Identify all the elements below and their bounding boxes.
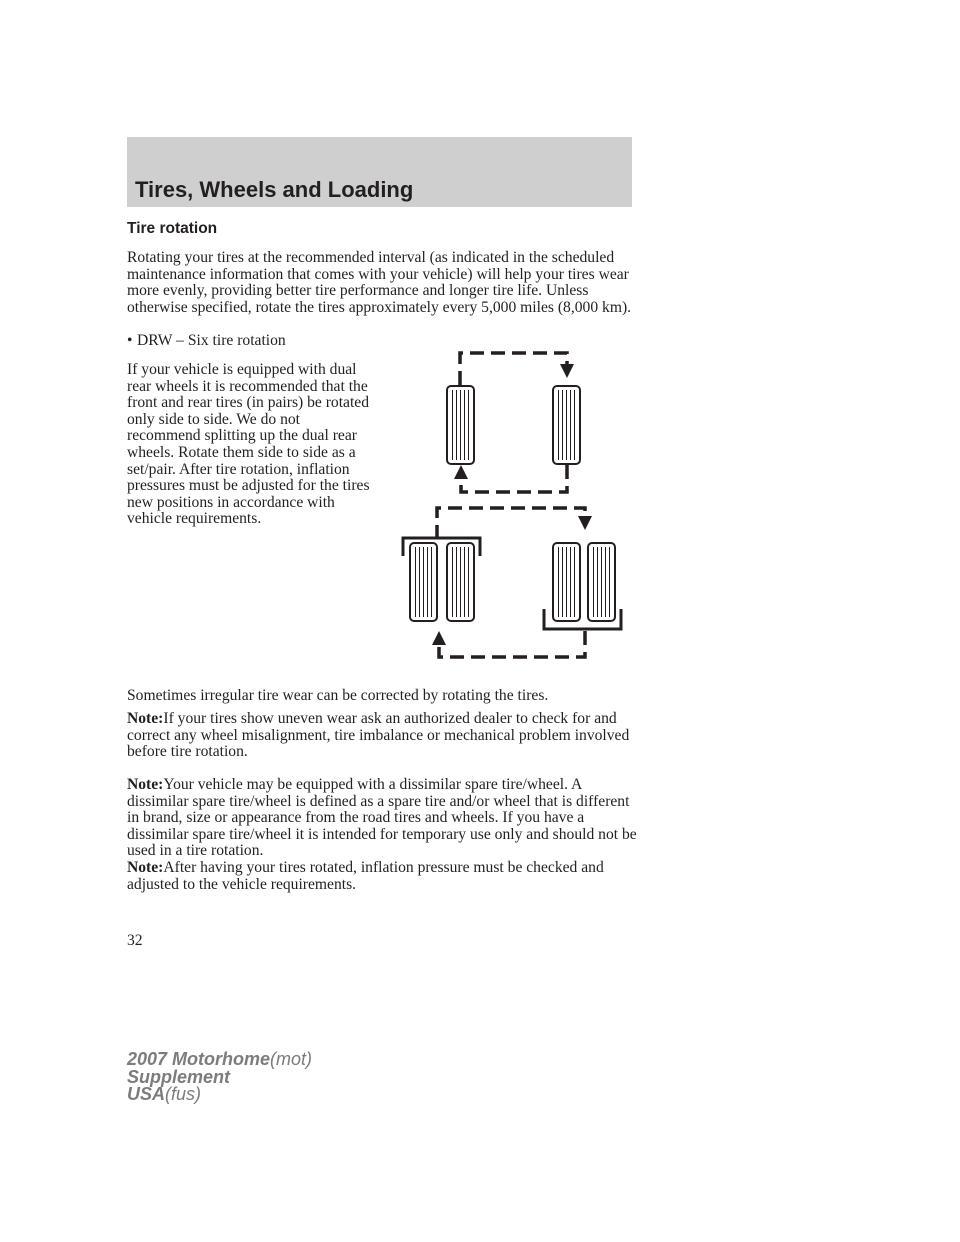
note-label: Note: bbox=[127, 859, 164, 876]
rear-right-inner-tire bbox=[553, 543, 580, 621]
bullet-item bbox=[127, 333, 286, 350]
section-title: Tire rotation bbox=[127, 220, 218, 237]
page-header-title: Tires, Wheels and Loading bbox=[135, 177, 414, 202]
rear-right-outer-tire bbox=[588, 543, 615, 621]
sometimes-paragraph: Sometimes irregular tire wear can be corrected by rotating the tires. bbox=[127, 687, 549, 704]
note-text: Your vehicle may be equipped with a dissimilar spare tire/wheel. A dissimilar spare tire/wheel is defined as a spare tire and/or wheel that is different in brand, size or appearance from the road tires and wheels. If you have a dissimilar spare tire/wheel it is intended for temporary use only and should not be used in a tire rotation. bbox=[127, 776, 637, 860]
note-dissimilar-spare bbox=[127, 777, 637, 860]
note-alignment bbox=[127, 711, 637, 761]
page-number: 32 bbox=[127, 932, 143, 949]
dual-rear-paragraph: If your vehicle is equipped with dual rear wheels it is recommended that the front and rear tires (in pairs) be rotated only side to side. We do not recommend splitting up the dual rear wheels. Rotate them side to side as a set/pair. After tire rotation, inflation pressures must be adjusted for the tires new positions in accordance with vehicle requirements. bbox=[127, 361, 370, 528]
note-inflation bbox=[127, 860, 637, 893]
note-label: Note: bbox=[127, 776, 164, 793]
footer-model-code: (mot) bbox=[270, 1049, 313, 1069]
footer-line-market bbox=[127, 1086, 312, 1104]
rear-left-inner-tire bbox=[447, 543, 474, 621]
note-text: If your tires show uneven wear ask an authorized dealer to check for and correct any wheel misalignment, tire imbalance or mechanical problem involved before tire rotation. bbox=[127, 710, 630, 761]
footer-model: 2007 Motorhome bbox=[127, 1049, 271, 1069]
note-text: After having your tires rotated, inflation pressure must be checked and adjusted to the vehicle requirements. bbox=[127, 859, 604, 893]
bullet-symbol: • bbox=[127, 332, 133, 349]
rear-left-outer-tire bbox=[410, 543, 437, 621]
footer-market: USA bbox=[127, 1084, 166, 1104]
front-right-tire bbox=[553, 386, 580, 464]
document-footer bbox=[127, 1051, 312, 1104]
bullet-text: DRW – Six tire rotation bbox=[137, 332, 286, 349]
footer-market-code: (fus) bbox=[165, 1084, 202, 1104]
intro-paragraph: Rotating your tires at the recommended interval (as indicated in the scheduled maintenance information that comes with your vehicle) will help your tires wear more evenly, providing better tire performance and longer tire life. Unless otherwise specified, rotate the tires approximately every 5,000 miles (8,000 km). bbox=[127, 249, 632, 316]
note-label: Note: bbox=[127, 710, 164, 727]
front-left-tire bbox=[447, 386, 474, 464]
footer-supplement: Supplement bbox=[127, 1066, 231, 1087]
tire-rotation-diagram bbox=[395, 348, 635, 666]
